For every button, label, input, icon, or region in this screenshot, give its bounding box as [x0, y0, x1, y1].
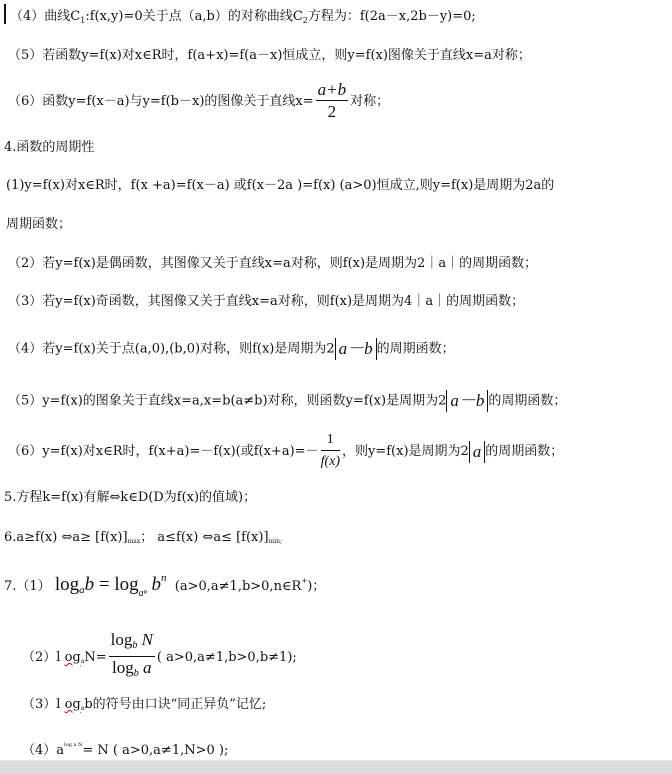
period-item-6	[8, 430, 563, 473]
log: log	[110, 630, 133, 649]
log: log	[114, 574, 139, 595]
absolute-value: a－b	[446, 390, 488, 412]
denominator: 2	[327, 102, 337, 121]
absolute-value: a－b	[335, 338, 377, 360]
period-item-2: （2）若y=f(x)是偶函数，其图像又关于直线x=a对称，则f(x)是周期为2｜a｜的周期函数；	[8, 256, 538, 271]
numerator: 1	[321, 430, 340, 451]
fraction	[321, 430, 340, 473]
log-item-1	[4, 570, 325, 602]
subscript-max: max	[127, 538, 141, 545]
subscript: 2	[302, 16, 308, 25]
absolute-value: a	[469, 441, 486, 463]
subscript: a	[80, 705, 85, 712]
spellcheck-word: og	[64, 650, 81, 665]
base: b	[132, 640, 138, 651]
arg: a	[143, 658, 152, 677]
base: aⁿ	[138, 588, 147, 599]
text: （6）y=f(x)对x∈R时，f(x+a)=－f(x)(或f(x+a)=	[8, 444, 306, 459]
arg: b	[151, 574, 162, 595]
text: )；	[307, 579, 326, 594]
text: （5）y=f(x)的图象关于直线x=a,x=b(a≠b)对称，则函数y=f(x)是周期为2	[8, 393, 447, 409]
log-item-2	[22, 630, 297, 685]
condition: (a>0,a≠1,b>0,n∈R	[174, 579, 302, 594]
period-item-1-cont: 周期函数；	[6, 217, 72, 232]
spellcheck-word: og	[64, 697, 81, 712]
text: 方程为：f(2a－x,2b－y)=0;	[307, 9, 476, 24]
text-cursor	[4, 4, 6, 24]
exponent: n	[161, 572, 167, 584]
log-formula	[54, 572, 167, 599]
text: ； a≤f(x) ⇔a≤ [f(x)]	[140, 530, 269, 545]
text: N=	[84, 650, 107, 665]
text: 7.（1）	[4, 579, 51, 594]
period-item-5	[8, 390, 566, 412]
base: a	[79, 584, 85, 596]
text: 6.a≥f(x) ⇔a≥ [f(x)]	[4, 530, 128, 545]
equals: =	[94, 574, 115, 595]
section-title-periodicity: 4.函数的周期性	[4, 140, 95, 155]
text: = N ( a>0,a≠1,N>0 );	[82, 743, 229, 758]
base: b	[133, 668, 139, 679]
text: （4）曲线C	[10, 9, 81, 24]
text: ，则y=f(x)是周期为2	[342, 444, 469, 459]
log: log	[112, 658, 134, 677]
exponent: log a N	[64, 742, 83, 748]
numerator	[109, 630, 155, 657]
denominator	[109, 657, 155, 685]
arg: N	[141, 630, 153, 649]
text: （4）若y=f(x)关于点(a,0),(b,0)对称，则f(x)是周期为2	[8, 341, 335, 357]
log-fraction	[109, 630, 155, 685]
text: （3）l	[22, 697, 61, 712]
log: log	[54, 574, 80, 595]
condition: ( a>0,a≠1,b>0,b≠1);	[156, 650, 297, 665]
text: ;	[280, 538, 283, 545]
text: （4）a	[22, 743, 65, 758]
denominator: f(x)	[320, 454, 340, 469]
sym-item-4	[10, 9, 476, 29]
text: 对称；	[350, 94, 390, 109]
period-item-3: （3）若y=f(x)奇函数，其图像又关于直线x=a对称，则f(x)是周期为4｜a｜的周期函数；	[8, 294, 525, 309]
text: 的周期函数；	[376, 341, 455, 357]
log-item-3	[22, 697, 266, 717]
minus-sign: －	[305, 444, 319, 459]
subscript: a	[80, 658, 85, 665]
fraction	[316, 80, 348, 123]
text: 的周期函数；	[485, 444, 564, 459]
numerator: a+b	[317, 80, 347, 99]
log-item-4	[22, 737, 228, 759]
section-5: 5.方程k=f(x)有解⇔k∈D(D为f(x)的值域)；	[4, 490, 257, 505]
text: :f(x,y)=0关于点（a,b）的对称曲线C	[85, 9, 303, 24]
section-6	[4, 530, 282, 550]
sym-item-5: （5）若函数y=f(x)对x∈R时，f(a+x)=f(a－x)恒成立，则y=f(x)图像关于直线x=a对称；	[8, 48, 531, 63]
sym-item-6	[8, 80, 389, 123]
subscript: 1	[80, 16, 86, 25]
subscript-min: min	[268, 538, 281, 545]
text: b的符号由口诀“同正异负”记忆;	[84, 697, 267, 712]
status-bar	[0, 760, 672, 774]
text: 的周期函数；	[488, 393, 567, 409]
text: （6）函数y=f(x－a)与y=f(b－x)的图像关于直线x=	[8, 94, 314, 109]
superscript: +	[301, 577, 308, 585]
text: （2）l	[22, 650, 61, 665]
period-item-4	[8, 338, 455, 360]
period-item-1: (1)y=f(x)对x∈R时，f(x +a)=f(x－a) 或f(x－2a )=f(x) (a>0)恒成立,则y=f(x)是周期为2a的	[6, 178, 555, 193]
arg: b	[84, 574, 95, 595]
